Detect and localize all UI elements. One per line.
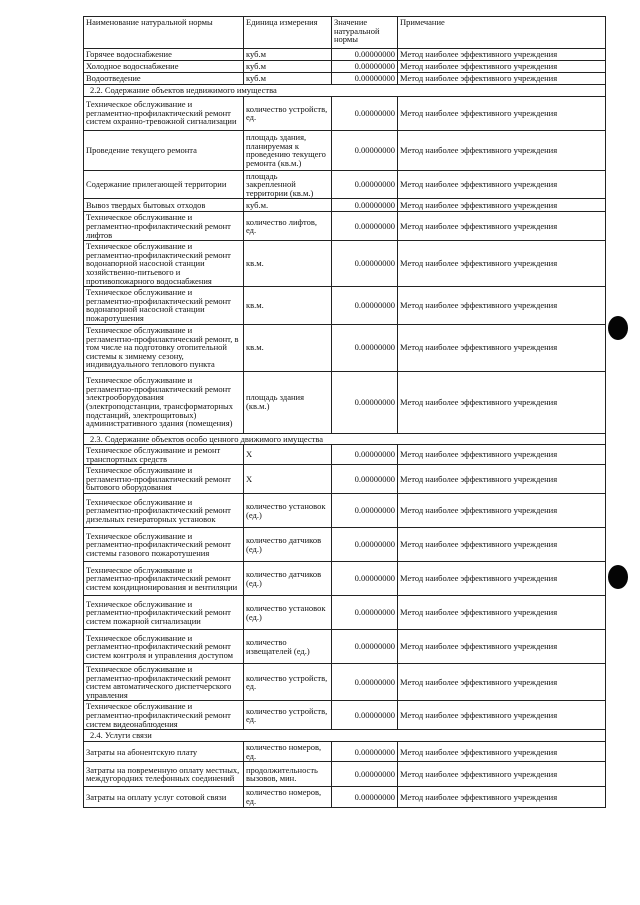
table-row <box>84 445 606 465</box>
row-note-cell: Метод наиболее эффективного учреждения <box>398 73 606 85</box>
table-row <box>84 199 606 212</box>
row-value-cell: 0.00000000 <box>332 324 398 371</box>
row-value-cell: 0.00000000 <box>332 465 398 494</box>
table-row <box>84 701 606 730</box>
row-name-cell: Техническое обслуживание и регламентно-профилактический ремонт, в том числе на подготовку отопительной системы к зимнему сезону, индивидуального теплового пункта <box>84 324 244 371</box>
table-row <box>84 73 606 85</box>
natural-norms-table-page <box>83 16 605 808</box>
row-value-cell: 0.00000000 <box>332 445 398 465</box>
row-unit-cell: площадь здания (кв.м.) <box>244 371 332 433</box>
row-note-cell: Метод наиболее эффективного учреждения <box>398 49 606 61</box>
table-header-row <box>84 17 606 49</box>
row-note-cell: Метод наиболее эффективного учреждения <box>398 287 606 324</box>
row-unit-cell: куб.м <box>244 73 332 85</box>
row-note-cell: Метод наиболее эффективного учреждения <box>398 96 606 130</box>
row-value-cell: 0.00000000 <box>332 96 398 130</box>
section-title: 2.4. Услуги связи <box>84 730 606 742</box>
row-unit-cell: количество номеров, ед. <box>244 787 332 807</box>
row-value-cell: 0.00000000 <box>332 596 398 630</box>
table-row <box>84 170 606 199</box>
header-unit: Единица измерения <box>244 17 332 49</box>
row-value-cell: 0.00000000 <box>332 241 398 287</box>
row-note-cell: Метод наиболее эффективного учреждения <box>398 170 606 199</box>
row-note-cell: Метод наиболее эффективного учреждения <box>398 494 606 528</box>
row-note-cell: Метод наиболее эффективного учреждения <box>398 212 606 241</box>
section-row <box>84 85 606 97</box>
row-name-cell: Затраты на абонентскую плату <box>84 742 244 762</box>
row-note-cell: Метод наиболее эффективного учреждения <box>398 241 606 287</box>
row-unit-cell: продолжительность вызовов, мин. <box>244 762 332 787</box>
row-note-cell: Метод наиболее эффективного учреждения <box>398 701 606 730</box>
row-value-cell: 0.00000000 <box>332 494 398 528</box>
row-name-cell: Техническое обслуживание и регламентно-профилактический ремонт водонапорной насосной станции хозяйственно-питьевого и противопожарного водоснабжения <box>84 241 244 287</box>
table-row <box>84 324 606 371</box>
row-note-cell: Метод наиболее эффективного учреждения <box>398 371 606 433</box>
row-name-cell: Горячее водоснабжение <box>84 49 244 61</box>
row-value-cell: 0.00000000 <box>332 630 398 664</box>
row-note-cell: Метод наиболее эффективного учреждения <box>398 742 606 762</box>
row-name-cell: Техническое обслуживание и регламентно-профилактический ремонт систем контроля и управления доступом <box>84 630 244 664</box>
table-row <box>84 596 606 630</box>
row-name-cell: Техническое обслуживание и регламентно-профилактический ремонт системы газового пожаротушения <box>84 528 244 562</box>
row-unit-cell: количество установок (ед.) <box>244 596 332 630</box>
row-value-cell: 0.00000000 <box>332 664 398 701</box>
section-row <box>84 433 606 445</box>
row-note-cell: Метод наиболее эффективного учреждения <box>398 199 606 212</box>
row-name-cell: Содержание прилегающей территории <box>84 170 244 199</box>
row-value-cell: 0.00000000 <box>332 562 398 596</box>
table-row <box>84 787 606 807</box>
table-row <box>84 528 606 562</box>
row-unit-cell: куб.м <box>244 61 332 73</box>
row-note-cell: Метод наиболее эффективного учреждения <box>398 630 606 664</box>
row-value-cell: 0.00000000 <box>332 762 398 787</box>
row-name-cell: Техническое обслуживание и регламентно-профилактический ремонт лифтов <box>84 212 244 241</box>
row-name-cell: Затраты на повременную оплату местных, междугородних телефонных соединений <box>84 762 244 787</box>
punch-hole-upper <box>608 316 628 340</box>
row-unit-cell: количество устройств, ед. <box>244 96 332 130</box>
row-value-cell: 0.00000000 <box>332 73 398 85</box>
row-note-cell: Метод наиболее эффективного учреждения <box>398 130 606 170</box>
table-row <box>84 287 606 324</box>
row-unit-cell: количество установок (ед.) <box>244 494 332 528</box>
table-row <box>84 49 606 61</box>
row-note-cell: Метод наиболее эффективного учреждения <box>398 562 606 596</box>
row-note-cell: Метод наиболее эффективного учреждения <box>398 596 606 630</box>
row-value-cell: 0.00000000 <box>332 742 398 762</box>
row-note-cell: Метод наиболее эффективного учреждения <box>398 445 606 465</box>
row-note-cell: Метод наиболее эффективного учреждения <box>398 664 606 701</box>
table-row <box>84 61 606 73</box>
row-name-cell: Техническое обслуживание и регламентно-профилактический ремонт бытового оборудования <box>84 465 244 494</box>
table-row <box>84 371 606 433</box>
row-value-cell: 0.00000000 <box>332 49 398 61</box>
row-note-cell: Метод наиболее эффективного учреждения <box>398 465 606 494</box>
table-row <box>84 494 606 528</box>
row-unit-cell: куб.м <box>244 49 332 61</box>
row-value-cell: 0.00000000 <box>332 61 398 73</box>
row-name-cell: Затраты на оплату услуг сотовой связи <box>84 787 244 807</box>
header-value: Значение натуральной нормы <box>332 17 398 49</box>
row-value-cell: 0.00000000 <box>332 287 398 324</box>
table-row <box>84 664 606 701</box>
row-name-cell: Техническое обслуживание и ремонт транспортных средств <box>84 445 244 465</box>
row-note-cell: Метод наиболее эффективного учреждения <box>398 787 606 807</box>
row-name-cell: Техническое обслуживание и регламентно-профилактический ремонт систем пожарной сигнализации <box>84 596 244 630</box>
row-note-cell: Метод наиболее эффективного учреждения <box>398 528 606 562</box>
row-unit-cell: количество устройств, ед. <box>244 701 332 730</box>
row-name-cell: Техническое обслуживание и регламентно-профилактический ремонт систем видеонаблюдения <box>84 701 244 730</box>
table-row <box>84 742 606 762</box>
table-row <box>84 212 606 241</box>
punch-hole-lower <box>608 565 628 589</box>
row-unit-cell: количество датчиков (ед.) <box>244 528 332 562</box>
row-name-cell: Техническое обслуживание и регламентно-профилактический ремонт водонапорной насосной станции пожаротушения <box>84 287 244 324</box>
row-unit-cell: кв.м. <box>244 324 332 371</box>
row-unit-cell: количество извещателей (ед.) <box>244 630 332 664</box>
row-name-cell: Техническое обслуживание и регламентно-профилактический ремонт систем кондиционирования и вентиляции <box>84 562 244 596</box>
row-value-cell: 0.00000000 <box>332 787 398 807</box>
row-note-cell: Метод наиболее эффективного учреждения <box>398 762 606 787</box>
row-name-cell: Вывоз твердых бытовых отходов <box>84 199 244 212</box>
row-value-cell: 0.00000000 <box>332 130 398 170</box>
table-row <box>84 562 606 596</box>
table-row <box>84 465 606 494</box>
row-value-cell: 0.00000000 <box>332 701 398 730</box>
table-row <box>84 130 606 170</box>
row-unit-cell: кв.м. <box>244 241 332 287</box>
row-unit-cell: количество номеров, ед. <box>244 742 332 762</box>
table-row <box>84 630 606 664</box>
row-value-cell: 0.00000000 <box>332 170 398 199</box>
row-unit-cell: Х <box>244 445 332 465</box>
row-unit-cell: количество устройств, ед. <box>244 664 332 701</box>
table-row <box>84 241 606 287</box>
row-unit-cell: площадь здания, планируемая к проведению текущего ремонта (кв.м.) <box>244 130 332 170</box>
row-name-cell: Техническое обслуживание и регламентно-профилактический ремонт электрооборудования (электроподстанции, трансформаторных подстанций, электрощитовых) административного здания (помещения) <box>84 371 244 433</box>
section-row <box>84 730 606 742</box>
header-name: Наименование натуральной нормы <box>84 17 244 49</box>
section-title: 2.2. Содержание объектов недвижимого имущества <box>84 85 606 97</box>
row-name-cell: Проведение текущего ремонта <box>84 130 244 170</box>
row-value-cell: 0.00000000 <box>332 528 398 562</box>
row-note-cell: Метод наиболее эффективного учреждения <box>398 324 606 371</box>
row-name-cell: Техническое обслуживание и регламентно-профилактический ремонт систем автоматического диспетчерского управления <box>84 664 244 701</box>
row-unit-cell: куб.м. <box>244 199 332 212</box>
header-note: Примечание <box>398 17 606 49</box>
row-name-cell: Водоотведение <box>84 73 244 85</box>
row-unit-cell: количество датчиков (ед.) <box>244 562 332 596</box>
row-unit-cell: кв.м. <box>244 287 332 324</box>
row-value-cell: 0.00000000 <box>332 199 398 212</box>
row-name-cell: Техническое обслуживание и регламентно-профилактический ремонт систем охранно-тревожной сигнализации <box>84 96 244 130</box>
section-title: 2.3. Содержание объектов особо ценного движимого имущества <box>84 433 606 445</box>
table-row <box>84 762 606 787</box>
row-value-cell: 0.00000000 <box>332 212 398 241</box>
row-unit-cell: площадь закрепленной территории (кв.м.) <box>244 170 332 199</box>
row-value-cell: 0.00000000 <box>332 371 398 433</box>
row-unit-cell: количество лифтов, ед. <box>244 212 332 241</box>
table-row <box>84 96 606 130</box>
row-note-cell: Метод наиболее эффективного учреждения <box>398 61 606 73</box>
row-name-cell: Холодное водоснабжение <box>84 61 244 73</box>
row-unit-cell: Х <box>244 465 332 494</box>
row-name-cell: Техническое обслуживание и регламентно-профилактический ремонт дизельных генераторных установок <box>84 494 244 528</box>
natural-norms-table <box>83 16 606 808</box>
